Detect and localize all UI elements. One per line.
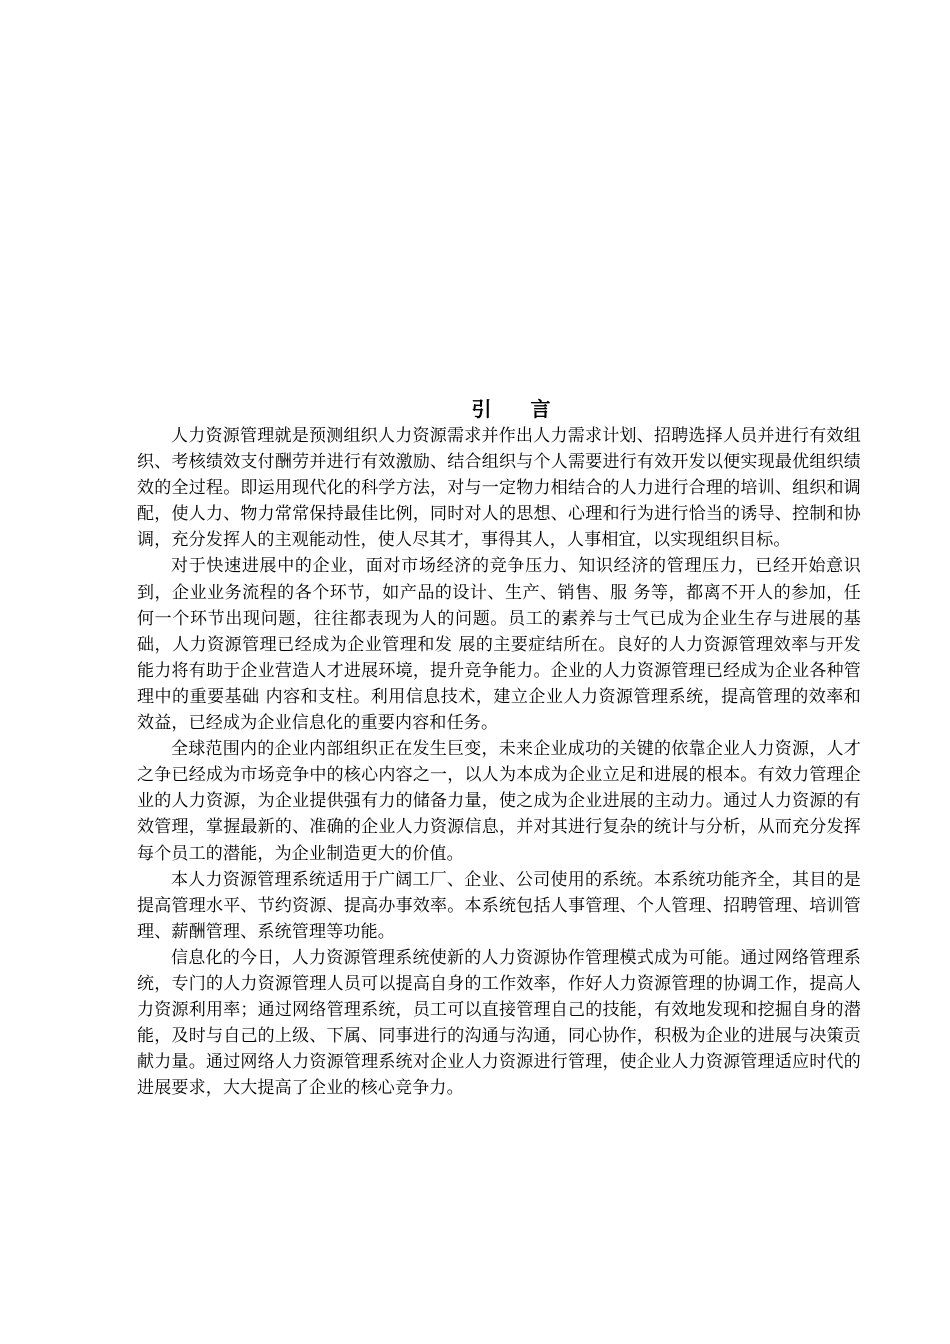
paragraph-5: 信息化的今日，人力资源管理系统使新的人力资源协作管理模式成为可能。通过网络管理系统，专门的人力资源管理人员可以提高自身的工作效率，作好人力资源管理的协调工作，提高人力资源利用率；通过网络管理系统，员工可以直接管理自己的技能，有效地发现和挖掘自身的潜能，及时与自己的上级、下属、同事进行的沟通与沟通，同心协作，积极为企业的进展与决策贡献力量。通过网络人力资源管理系统对企业人力资源进行管理，使企业人力资源管理适应时代的进展要求，大大提高了企业的核心竞争力。 [137,947,861,1099]
page-title: 引 言 [471,397,567,421]
paragraph-4: 本人力资源管理系统适用于广阔工厂、企业、公司使用的系统。本系统功能齐全，其目的是提高管理水平、节约资源、提高办事效率。本系统包括人事管理、个人管理、招聘管理、培训管理、薪酬管理、系统管理等功能。 [137,869,861,942]
paragraph-1: 人力资源管理就是预测组织人力资源需求并作出人力需求计划、招聘选择人员并进行有效组织、考核绩效支付酬劳并进行有效激励、结合组织与个人需要进行有效开发以便实现最优组织绩效的全过程。即运用现代化的科学方法，对与一定物力相结合的人力进行合理的培训、组织和调配，使人力、物力常常保持最佳比例，同时对人的思想、心理和行为进行恰当的诱导、控制和协调，充分发挥人的主观能动性，使人尽其才，事得其人，人事相宜，以实现组织目标。 [137,426,861,551]
document-body [137,423,861,1101]
paragraph-2: 对于快速进展中的企业，面对市场经济的竞争压力、知识经济的管理压力，已经开始意识到，企业业务流程的各个环节，如产品的设计、生产、销售、服 务等，都离不开人的参加，任何一个环节出现问题，往往都表现为人的问题。员工的素养与士气已成为企业生存与进展的基础，人力资源管理已经成为企业管理和发 展的主要症结所在。良好的人力资源管理效率与开发能力将有助于企业营造人才进展环境，提升竞争能力。企业的人力资源管理已经成为企业各种管理中的重要基础 内容和支柱。利用信息技术，建立企业人力资源管理系统，提高管理的效率和效益，已经成为企业信息化的重要内容和任务。 [137,556,861,734]
paragraph-3: 全球范围内的企业内部组织正在发生巨变，未来企业成功的关键的依靠企业人力资源，人才之争已经成为市场竞争中的核心内容之一，以人为本成为企业立足和进展的根本。有效力管理企业的人力资源，为企业提供强有力的储备力量，使之成为企业进展的主动力。通过人力资源的有效管理，掌握最新的、准确的企业人力资源信息，并对其进行复杂的统计与分析，从而充分发挥每个员工的潜能，为企业制造更大的价值。 [137,739,861,864]
